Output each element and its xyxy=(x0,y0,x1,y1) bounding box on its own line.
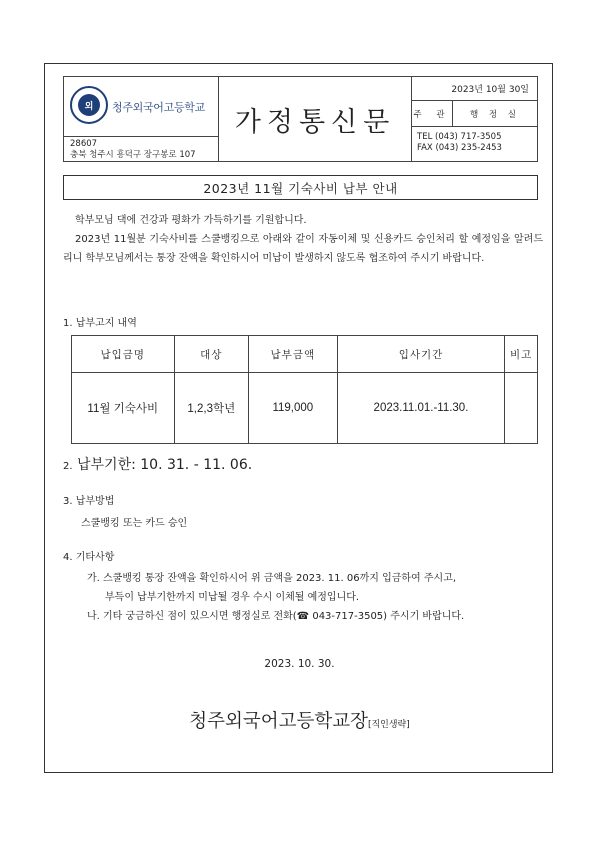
address-cell xyxy=(64,137,219,161)
intro-line-1: 학부모님 댁에 건강과 평화가 가득하기를 기원합니다. xyxy=(75,215,307,226)
logo-mark: 외 xyxy=(78,94,100,116)
postal-code: 28607 xyxy=(70,139,98,149)
table-cell: 1,2,3학년 xyxy=(174,373,249,444)
fax: FAX (043) 235-2453 xyxy=(417,143,502,153)
section-1-heading: 1. 납부고지 내역 xyxy=(63,318,137,329)
intro-line-2: 2023년 11월분 기숙사비를 스쿨뱅킹으로 아래와 같이 자동이체 및 신용카드 승인처리 할 예정임을 알려드리니 학부모님께서는 통장 잔액을 확인하시어 미납이 발생하지 않도록 협조하여 주시기 바랍니다. xyxy=(63,234,543,264)
manager-value: 행 정 실 xyxy=(469,109,521,120)
table-header-row xyxy=(72,336,538,373)
table-cell: 2023.11.01.-11.30. xyxy=(337,373,505,444)
payment-method: 스쿨뱅킹 또는 카드 승인 xyxy=(81,518,188,529)
school-name: 청주외국어고등학교 xyxy=(112,101,205,114)
col-header: 납입금명 xyxy=(72,336,175,373)
manager-label: 주 관 xyxy=(412,101,453,126)
payment-table xyxy=(71,335,538,444)
doc-type-cell xyxy=(219,77,412,161)
principal-signature xyxy=(45,707,554,733)
note-item-a-2: 부득이 납부기한까지 미납될 경우 수시 이체될 예정입니다. xyxy=(105,592,360,603)
table-row xyxy=(72,373,538,444)
contact-info xyxy=(412,127,537,154)
issue-date: 2023년 10월 30일 xyxy=(412,77,537,101)
table-cell: 119,000 xyxy=(249,373,338,444)
col-header: 입사기간 xyxy=(337,336,505,373)
doc-type: 가정통신문 xyxy=(234,106,396,138)
payment-deadline: 납부기한: 10. 31. - 11. 06. xyxy=(77,457,253,473)
table-cell: 11월 기숙사비 xyxy=(72,373,175,444)
col-header: 납부금액 xyxy=(249,336,338,373)
header-table xyxy=(63,76,538,162)
table-cell xyxy=(505,373,538,444)
principal-name: 청주외국어고등학교장 xyxy=(189,711,368,732)
info-cell xyxy=(412,77,537,161)
section-2-num: 2. xyxy=(63,461,73,472)
section-2 xyxy=(63,454,252,474)
footer-date: 2023. 10. 30. xyxy=(264,658,335,670)
section-3-heading: 3. 납부방법 xyxy=(63,496,115,507)
note-item-b: 나. 기타 궁금하신 점이 있으시면 행정실로 전화(☎ 043-717-3505) 주시기 바랍니다. xyxy=(87,611,465,622)
notice-title: 2023년 11월 기숙사비 납부 안내 xyxy=(63,175,538,200)
col-header: 비고 xyxy=(505,336,538,373)
address: 충북 청주시 흥덕구 장구봉로 107 xyxy=(70,150,196,160)
school-logo-icon xyxy=(70,86,108,124)
tel: TEL (043) 717-3505 xyxy=(417,132,502,142)
note-item-a-1: 가. 스쿨뱅킹 통장 잔액을 확인하시어 위 금액을 2023. 11. 06까지 입금하여 주시고, xyxy=(87,573,457,584)
section-4-heading: 4. 기타사항 xyxy=(63,552,115,563)
school-cell xyxy=(64,77,219,137)
manager-row xyxy=(412,101,537,127)
document-frame xyxy=(44,63,553,773)
col-header: 대상 xyxy=(174,336,249,373)
seal-omitted: [직인생략] xyxy=(367,720,410,730)
